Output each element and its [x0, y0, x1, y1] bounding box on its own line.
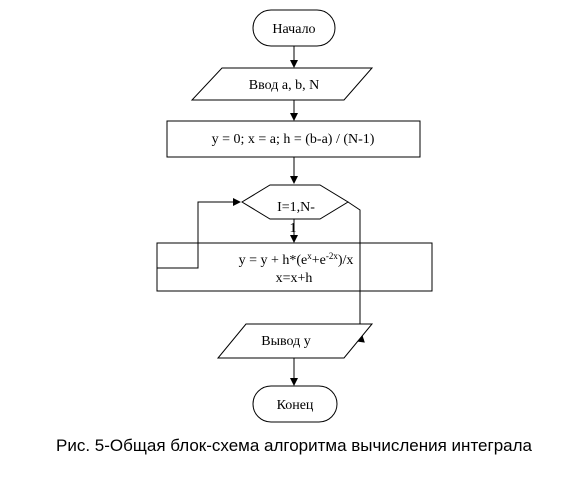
input-label: Ввод a, b, N: [248, 78, 320, 93]
end-node: [253, 386, 337, 422]
init-label: y = 0; x = a; h = (b-a) / (N-1): [211, 132, 375, 147]
output-node: [218, 324, 372, 358]
formula-exponent-1: x: [307, 251, 312, 261]
formula-mid: +e: [311, 253, 326, 268]
formula-prefix: y = y + h*(e: [238, 253, 308, 268]
formula-exponent-2: -2x: [325, 251, 338, 261]
input-node: [192, 68, 372, 100]
init-node: [167, 121, 420, 157]
loop-label: I=1,N-: [277, 200, 315, 215]
loop-body-line2: x=x+h: [275, 271, 313, 286]
figure-caption: Рис. 5-Общая блок-схема алгоритма вычисления интеграла: [56, 436, 532, 455]
end-label: Конец: [276, 398, 314, 413]
start-label: Начало: [272, 22, 316, 37]
loop-label-continued: 1: [289, 221, 297, 236]
loop-node: [242, 185, 348, 236]
output-label: Вывод y: [261, 334, 311, 349]
formula-suffix: )/x: [337, 253, 354, 268]
start-node: [253, 10, 335, 46]
